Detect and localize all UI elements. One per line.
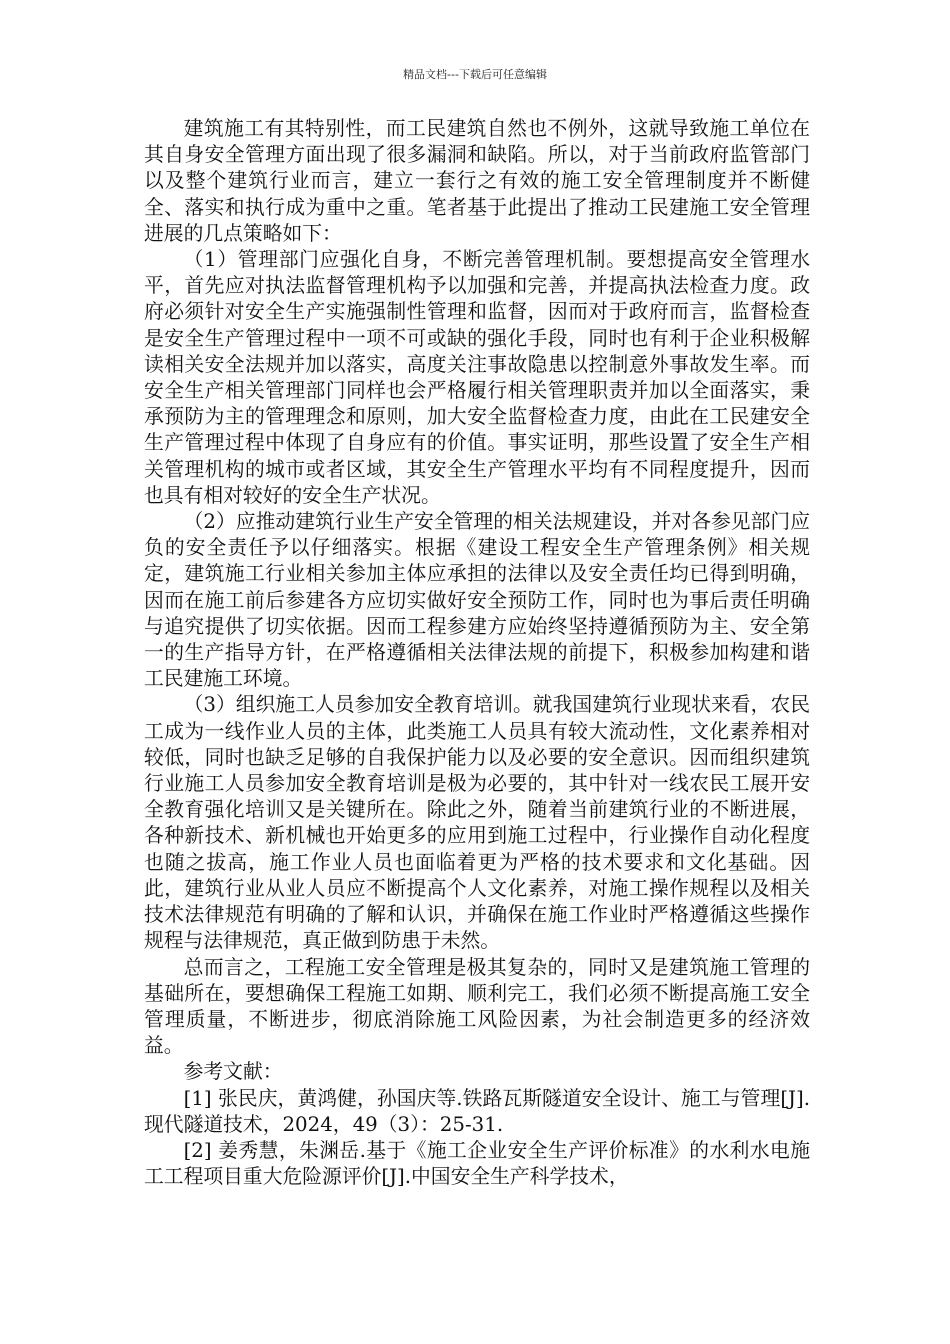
paragraph-strategy-3: （3）组织施工人员参加安全教育培训。就我国建筑行业现状来看，农民工成为一线作业人员的主体，此类施工人员具有较大流动性，文化素养相对较低，同时也缺乏足够的自我保护能力以及必要的安全意识。因而组织建筑行业施工人员参加安全教育培训是极为必要的，其中针对一线农民工展开安全教育强化培训又是关键所在。除此之外，随着当前建筑行业的不断进展，各种新技术、新机械也开始更多的应用到施工过程中，行业操作自动化程度也随之拔高，施工作业人员也面临着更为严格的技术要求和文化基础。因此，建筑行业从业人员应不断提高个人文化素养，对施工操作规程以及相关技术法律规范有明确的了解和认识，并确保在施工作业时严格遵循这些操作规程与法律规范，真正做到防患于未然。 — [144, 693, 810, 953]
document-body — [144, 116, 810, 1190]
paragraph-intro: 建筑施工有其特别性，而工民建筑自然也不例外，这就导致施工单位在其自身安全管理方面出现了很多漏洞和缺陷。所以，对于当前政府监管部门以及整个建筑行业而言，建立一套行之有效的施工安全管理制度并不断健全、落实和执行成为重中之重。笔者基于此提出了推动工民建施工安全管理进展的几点策略如下： — [144, 117, 810, 245]
references-heading: 参考文献： — [183, 1060, 283, 1084]
paragraph-strategy-1: （1）管理部门应强化自身，不断完善管理机制。要想提高安全管理水平，首先应对执法监督管理机构予以加强和完善，并提高执法检查力度。政府必须针对安全生产实施强制性管理和监督，因而对于政府而言，监督检查是安全生产管理过程中一项不可或缺的强化手段，同时也有利于企业积极解读相关安全法规并加以落实，高度关注事故隐患以控制意外事故发生率。而安全生产相关管理部门同样也会严格履行相关管理职责并加以全面落实，秉承预防为主的管理理念和原则，加大安全监督检查力度，由此在工民建安全生产管理过程中体现了自身应有的价值。事实证明，那些设置了安全生产相关管理机构的城市或者区域，其安全生产管理水平均有不同程度提升，因而也具有相对较好的安全生产状况。 — [144, 248, 810, 507]
page-header: 精品文档---下载后可任意编辑 — [403, 68, 547, 81]
paragraph-conclusion: 总而言之，工程施工安全管理是极其复杂的，同时又是建筑施工管理的基础所在，要想确保工程施工如期、顺利完工，我们必须不断提高施工安全管理质量，不断进步，彻底消除施工风险因素，为社会制造更多的经济效益。 — [144, 955, 810, 1058]
paragraph-strategy-2: （2）应推动建筑行业生产安全管理的相关法规建设，并对各参见部门应负的安全责任予以仔细落实。根据《建设工程安全生产管理条例》相关规定，建筑施工行业相关参加主体应承担的法律以及安全责任均已得到明确，因而在施工前后参建各方应切实做好安全预防工作，同时也为事后责任明确与追究提供了切实依据。因而工程参建方应始终坚持遵循预防为主、安全第一的生产指导方针，在严格遵循相关法律法规的前提下，积极参加构建和谐工民建施工环境。 — [144, 510, 810, 691]
reference-item: [1] 张民庆，黄鸿健，孙国庆等.铁路瓦斯隧道安全设计、施工与管理[J].现代隧道技术，2024，49（3）：25-31. — [144, 1086, 810, 1136]
reference-item: [2] 姜秀慧，朱渊岳.基于《施工企业安全生产评价标准》的水利水电施工工程项目重大危险源评价[J].中国安全生产科学技术， — [144, 1138, 810, 1189]
